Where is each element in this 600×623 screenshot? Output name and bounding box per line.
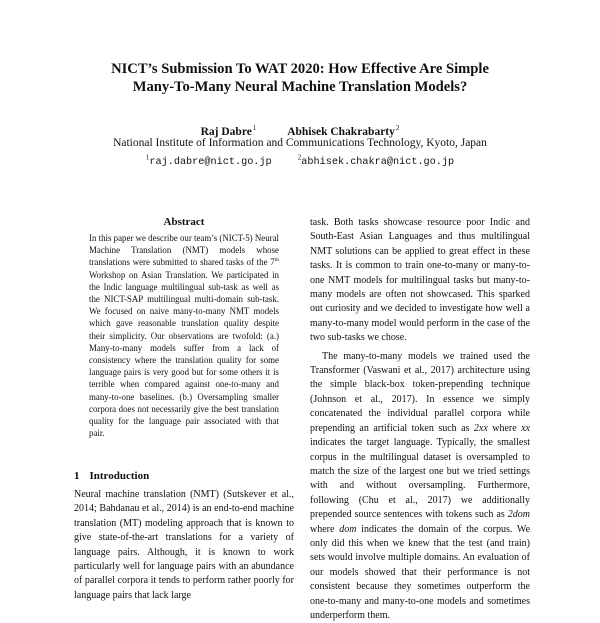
para2-text-c: indicates the target language. Typically, the smallest corpus in the multilingual dataset is oversampled to match the size of the largest one but we tried settings with and without oversampling. Furthermore, following (Chu et al., 2017) we additionally prepended source sentences with tokens such as [310,437,530,521]
right-paragraph-1: task. Both tasks showcase resource poor Indic and South-East Asian Languages and thus multilingual NMT solutions can be applied to great effect in these tasks. It is common to train one-to-many or many-to-one NMT models for multilingual tasks but many-to-many models are often not showcased. This sparked out curiosity and we decided to investigate how well a many-to-many model would perform in the case of the two sub-tasks we chose. [310,217,530,344]
right-column [310,216,530,623]
para2-text-e: indicates the domain of the corpus. We only did this when we knew that the test (and train) sets would involve multiple domains. An evaluation of our models showed that their performance is not consistent because they sometimes outperform the one-to-many and many-to-one models and sometimes underperform them. [310,523,531,621]
right-paragraph-2 [310,350,530,623]
email-2-address: abhisek.chakra@nict.go.jp [301,157,455,169]
abstract-ordinal-sup: th [274,257,279,264]
email-1 [145,154,272,169]
paper-title [60,60,540,96]
math-token-dom: dom [339,523,357,535]
author-1-mark: 1 [252,124,257,132]
email-2-mark: 2 [297,154,302,162]
para2-text-d: where [310,523,340,535]
abstract-text-a: In this paper we describe our team’s (NICT-5) Neural Machine Translation (NMT) models whose translations were submitted to shared tasks of the 7 [89,233,279,268]
author-2-name: Abhisek Chakrabarty [287,125,395,138]
section-number: 1 [74,470,80,482]
para2-text-a: The many-to-many models we trained used the Transformer (Vaswani et al., 2017) architecture using the simple black-box token-prepending technique (Johnson et al., 2017). In essence we simply concatenated the individual parallel corpora while prepending an artificial token such as [310,350,530,434]
email-2 [297,154,455,169]
math-token-2xx: 2xx [473,422,488,434]
introduction-heading [74,470,294,482]
title-line-2: Many-To-Many Neural Machine Translation Models? [132,79,468,95]
email-1-address: raj.dabre@nict.go.jp [149,157,272,169]
affiliation: National Institute of Information and Communications Technology, Kyoto, Japan [113,137,487,149]
math-token-xx: xx [521,422,530,434]
abstract-text [89,232,279,439]
author-2-mark: 2 [395,124,400,132]
email-list [40,151,560,170]
abstract-heading: Abstract [163,216,205,228]
title-line-1: NICT’s Submission To WAT 2020: How Effective Are Simple [111,61,489,77]
abstract-text-b: Workshop on Asian Translation. We participated in the Indic language multilingual sub-task as well as the NICT-SAP multilingual multi-domain sub-task. We focused on naive many-to-many NMT models which gave reasonable translation quality despite their simplicity. Our observations are twofold: (a.) Many-to-many models suffer from a lack of consistency where the translation quality for some language pairs is very good but for some others it is terrible when compared against one-to-many and many-to-one baselines. (b.) Oversampling smaller corpora does not necessarily give the best translation quality for the language pair associated with that pair. [89,269,279,439]
introduction-text: Neural machine translation (NMT) (Sutskever et al., 2014; Bahdanau et al., 2014) is an end-to-end machine translation (MT) modeling approach that is known to give state-of-the-art translations for a variety of language pairs. Although, it is known to work particularly well for language pairs with an abundance of parallel corpora it tends to perform rather poorly for language pairs that lack large [74,489,294,601]
section-title: Introduction [89,470,150,482]
email-1-mark: 1 [145,154,150,162]
para2-text-b: where [487,422,522,434]
math-token-2dom: 2dom [507,509,530,521]
author-1-name: Raj Dabre [200,125,252,138]
